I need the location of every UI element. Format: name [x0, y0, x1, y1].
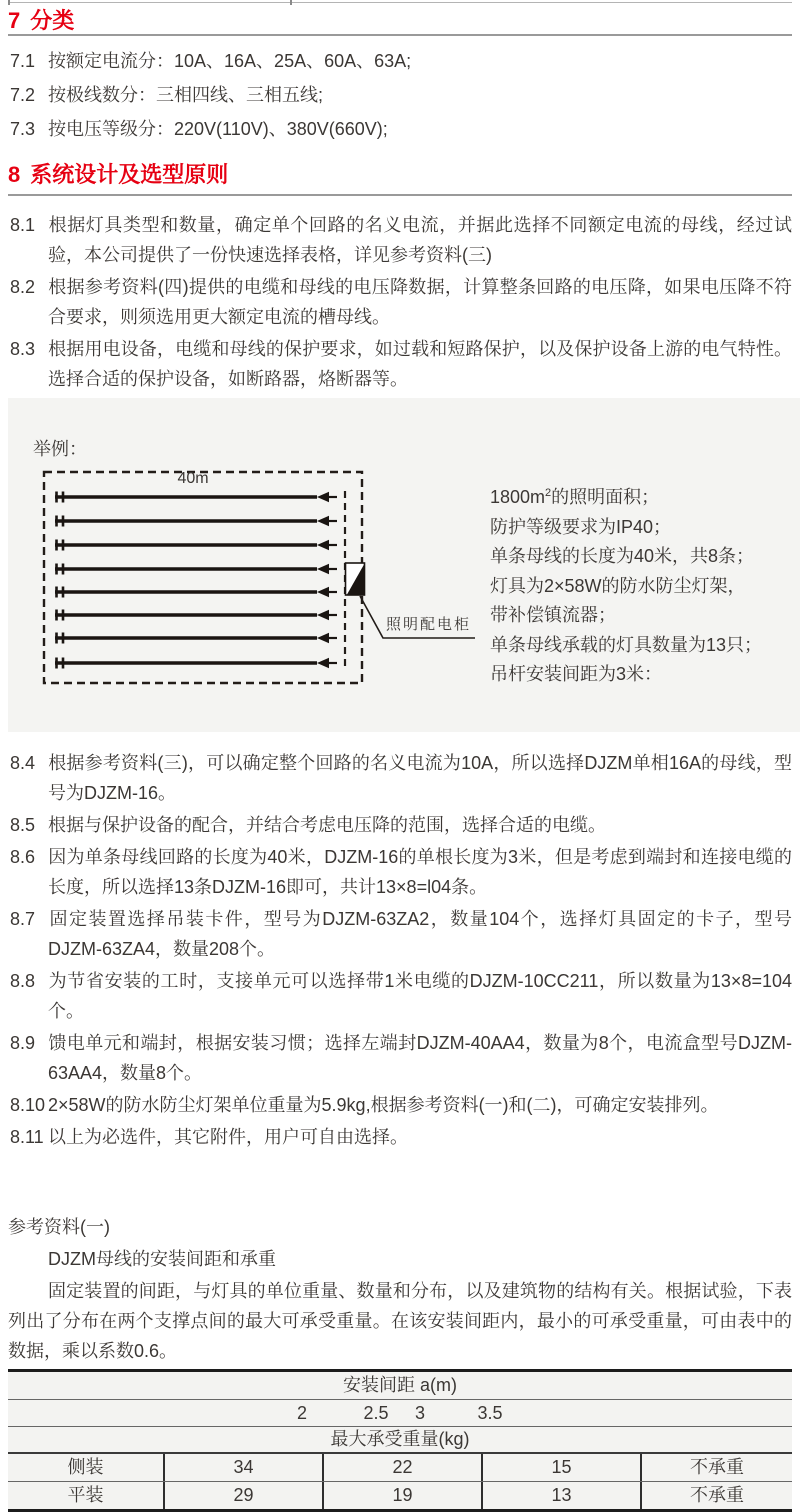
item-text: 以上为必选件，其它附件，用户可自由选择。 [48, 1127, 408, 1147]
item-text: 按极线数分：三相四线、三相五线; [48, 85, 323, 105]
spacing-value: 2 [296, 1403, 308, 1423]
item-number: 8.6 [10, 847, 36, 867]
table-cell: 15 [481, 1454, 640, 1481]
example-note-line: 单条母线的长度为40米，共8条； [490, 546, 755, 566]
busbar-line [55, 587, 337, 598]
item-number: 8.10 [10, 1095, 46, 1115]
item-text: 为节省安装的工时，支接单元可以选择带1米电缆的DJZM-10CC211，所以数量为13×8=104个。 [48, 971, 792, 1021]
section-7-title: 分类 [30, 8, 75, 33]
item-text: 根据灯具类型和数量，确定单个回路的名义电流，并据此选择不同额定电流的母线，经过试验，本公司提供了一份快速选择表格，详见参考资料(三) [48, 215, 792, 265]
section-8-items-bottom [10, 748, 792, 1154]
item-number: 7.1 [10, 51, 36, 71]
list-item-8.11 [10, 1122, 792, 1152]
reference-subtitle: DJZM母线的安装间距和承重 [48, 1249, 276, 1269]
item-number: 8.2 [10, 277, 36, 297]
section-7-heading [8, 9, 74, 33]
table-cell: 不承重 [640, 1454, 792, 1481]
room-outline-dashed [44, 472, 362, 683]
item-number: 8.7 [10, 909, 36, 929]
table-header-weight: 最大承受重量(kg) [8, 1427, 792, 1454]
item-text: 根据与保护设备的配合，并结合考虑电压降的范围，选择合适的电缆。 [48, 815, 606, 835]
item-number: 8.9 [10, 1033, 36, 1053]
list-item-8.4 [10, 748, 792, 808]
table-cell: 22 [322, 1454, 481, 1481]
list-item-8.9 [10, 1028, 792, 1088]
table-row-平装 [8, 1482, 792, 1509]
table-cell: 不承重 [640, 1482, 792, 1509]
spacing-value: 2.5 [363, 1403, 389, 1423]
spacing-value: 3 [414, 1403, 426, 1423]
example-note-line: 吊杆安装间距为3米： [490, 664, 663, 684]
cabinet-label: 照明配电柜 [386, 616, 472, 633]
spacing-value: 3.5 [477, 1403, 503, 1423]
note-text: 1800m [490, 487, 546, 507]
example-notes [490, 483, 794, 690]
item-text: 因为单条母线回路的长度为40米，DJZM-16的单根长度为3米，但是考虑到端封和连接电缆的长度，所以选择13条DJZM-16即可，共计13×8=l04条。 [48, 847, 792, 897]
item-text: 根据参考资料(四)提供的电缆和母线的电压降数据，计算整条回路的电压降，如果电压降不符合要求，则须选用更大额定电流的槽母线。 [48, 277, 792, 327]
example-note-line [490, 483, 794, 513]
list-item-8.1 [10, 210, 792, 270]
section-8-heading [8, 163, 228, 187]
busbar-line [55, 492, 337, 503]
example-note-line: 防护等级要求为IP40； [490, 516, 672, 537]
busbar-line [55, 610, 337, 621]
top-rule [8, 2, 792, 3]
crop-tick [8, 0, 10, 5]
note-text: 2 [545, 487, 552, 499]
item-number: 8.8 [10, 971, 36, 991]
example-note-line: 单条母线承载的灯具数量为13只； [490, 634, 763, 655]
row-label: 平装 [67, 1485, 104, 1505]
table-header-spacing: 安装间距 a(m) [8, 1372, 792, 1400]
item-text: 馈电单元和端封，根据安装习惯；选择左端封DJZM-40AA4，数量为8个，电流盒型号DJZM-63AA4，数量8个。 [48, 1033, 792, 1083]
item-text: 根据参考资料(三)，可以确定整个回路的名义电流为10A，所以选择DJZM单相16A的母线，型号为DJZM-16。 [48, 753, 792, 803]
section-8-number: 8 [8, 162, 21, 187]
item-text: 按电压等级分：220V(110V)、380V(660V); [48, 119, 388, 139]
item-number: 8.1 [10, 215, 36, 235]
busbar-line [55, 564, 337, 575]
table-cell: 34 [163, 1454, 322, 1481]
item-number: 8.4 [10, 753, 36, 773]
list-item-8.5 [10, 810, 792, 840]
example-note-line: 灯具为2×58W的防水防尘灯架， [490, 575, 746, 596]
list-item-8.8 [10, 966, 792, 1026]
list-item-8.10 [10, 1090, 792, 1120]
item-text: 2×58W的防水防尘灯架单位重量为5.9kg,根据参考资料(一)和(二)，可确定安装排列。 [48, 1095, 719, 1115]
section-7-number: 7 [8, 8, 21, 33]
list-item-7.2 [10, 80, 792, 110]
note-text: 的照明面积； [551, 487, 660, 507]
reference-paragraph: 固定装置的间距，与灯具的单位重量、数量和分布，以及建筑物的结构有关。根据试验，下表列出了分布在两个支撑点间的最大可承受重量。在该安装间距内，最小的可承受重量，可由表中的数据，乘以系数0.6。 [8, 1281, 792, 1361]
section-7-items [10, 46, 792, 148]
list-item-8.2 [10, 272, 792, 332]
table-cell: 13 [481, 1482, 640, 1509]
table-spacing-values-row [8, 1400, 792, 1427]
item-text: 按额定电流分：10A、16A、25A、60A、63A; [48, 51, 412, 71]
item-number: 8.5 [10, 815, 36, 835]
table-body [8, 1454, 792, 1509]
section-8-title: 系统设计及选型原则 [30, 162, 229, 187]
busbar-line [55, 540, 337, 551]
table-cell: 19 [322, 1482, 481, 1509]
busbar-line [55, 658, 337, 669]
section-8-rule [8, 194, 792, 196]
row-label: 侧装 [67, 1457, 104, 1477]
reference-block [8, 1212, 792, 1366]
example-label: 举例： [33, 439, 87, 459]
item-number: 8.11 [10, 1127, 44, 1147]
list-item-8.7 [10, 904, 792, 964]
crop-tick [290, 0, 292, 5]
table-row-侧装 [8, 1454, 792, 1482]
example-note-line: 带补偿镇流器； [490, 605, 616, 625]
dimension-label: 40m [177, 470, 209, 487]
list-item-8.6 [10, 842, 792, 902]
list-item-7.1 [10, 46, 792, 76]
section-8-items-top [10, 210, 792, 396]
item-number: 8.3 [10, 339, 36, 359]
busbar-lines [55, 492, 337, 669]
list-item-7.3 [10, 114, 792, 144]
item-text: 根据用电设备，电缆和母线的保护要求，如过载和短路保护，以及保护设备上游的电气特性。选择合适的保护设备，如断路器，烙断器等。 [48, 339, 792, 389]
item-text: 固定装置选择吊装卡件，型号为DJZM-63ZA2，数量104个，选择灯具固定的卡子，型号DJZM-63ZA4，数量208个。 [48, 909, 792, 959]
busbar-line [55, 633, 337, 644]
item-number: 7.3 [10, 119, 36, 139]
table-cell: 29 [163, 1482, 322, 1509]
example-panel [8, 398, 800, 732]
section-7-rule [8, 34, 792, 36]
busbar-line [55, 516, 337, 527]
item-number: 7.2 [10, 85, 36, 105]
list-item-8.3 [10, 334, 792, 394]
reference-title: 参考资料(一) [8, 1217, 110, 1237]
load-table [8, 1369, 792, 1512]
